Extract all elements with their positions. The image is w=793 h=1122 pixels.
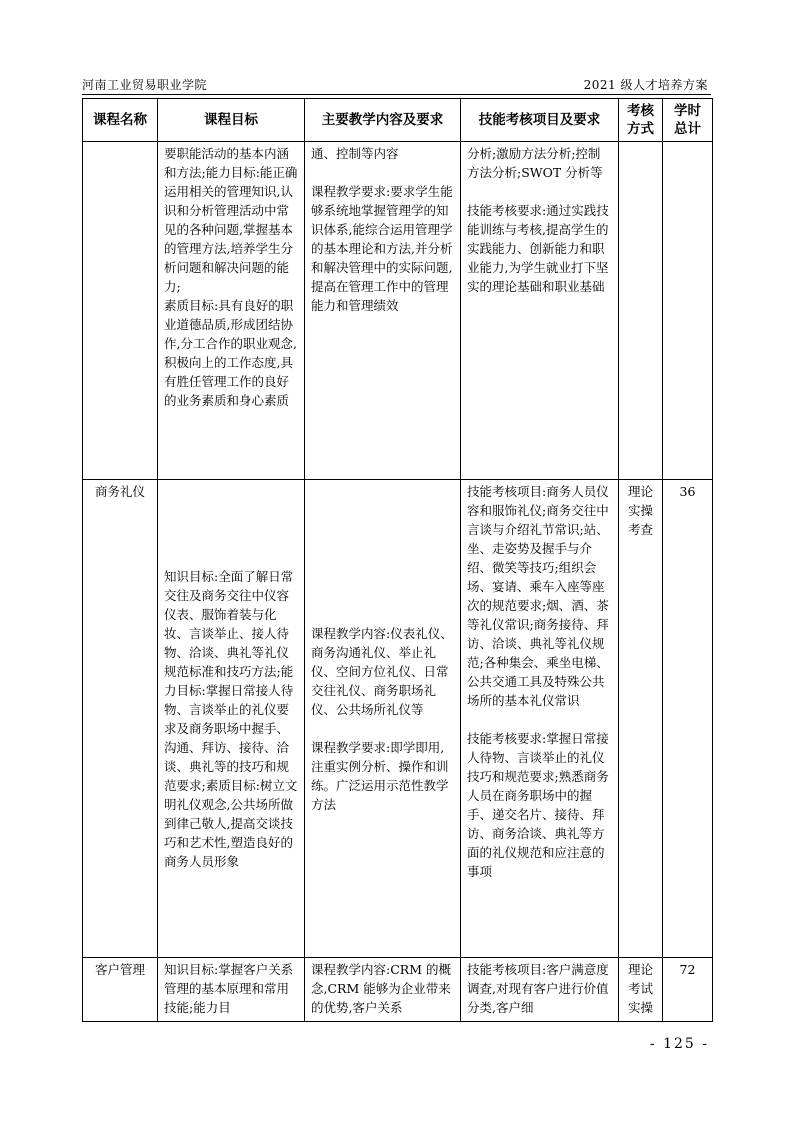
course-goals-cell: [158, 142, 305, 480]
teaching-content-cell: [305, 958, 461, 1022]
table-header-row: [83, 99, 713, 142]
assessment-method-cell: 理论考试实操: [619, 958, 663, 1022]
teaching-content-cell: [305, 480, 461, 958]
skill-requirements-text: 技能考核要求:通过实践技能训练与考核,提高学生的实践能力、创新能力和职业能力,为学生就业打下坚实的理论基础和职业基础: [467, 203, 609, 294]
skill-requirements-text: 技能考核要求:掌握日常接人待物、言谈举止的礼仪技巧和规范要求;熟悉商务人员在商务职场中的握手、递交名片、接待、拜访、商务洽谈、典礼等方面的礼仪规范和应注意的事项: [467, 731, 609, 879]
table-row: [83, 480, 713, 958]
course-goals-text: 要职能活动的基本内涵和方法;能力目标:能正确运用相关的管理知识,认识和分析管理活动中常见的各种问题,掌握基本的管理方法,培养学生分析问题和解决问题的能力; 素质目标:具有良好的职业道德品质,形成团结协作,分工合作的职业观念,积极向上的工作态度,具有胜任管理工作的良好的业务素质和身心素质: [164, 146, 298, 408]
header-institution: 河南工业贸易职业学院: [82, 78, 208, 92]
teaching-content-cell: [305, 142, 461, 480]
skill-assessment-cell: [461, 480, 619, 958]
col-header-course-goals: 课程目标: [158, 99, 305, 142]
total-hours-cell: 72: [663, 958, 713, 1022]
table-row: [83, 142, 713, 480]
page-number: - 125 -: [649, 1036, 709, 1052]
col-header-assessment-line: 方式: [627, 121, 654, 137]
curriculum-table: [82, 98, 713, 1022]
col-header-skill-assessment: 技能考核项目及要求: [461, 99, 619, 142]
total-hours-cell: [663, 142, 713, 480]
skill-items-text: 分析;激励方法分析;控制方法分析;SWOT 分析等: [467, 146, 603, 180]
col-header-hours-line: 总计: [674, 121, 701, 137]
skill-items-text: 技能考核项目:客户满意度调查,对现有客户进行价值分类,客户细: [467, 962, 609, 1015]
col-header-course-name: 课程名称: [83, 99, 158, 142]
skill-assessment-cell: [461, 958, 619, 1022]
col-header-assessment-method: [619, 99, 663, 142]
header-document-title: 2021 级人才培养方案: [583, 78, 708, 92]
course-name-cell: [83, 142, 158, 480]
col-header-assessment-line: 考核: [627, 103, 654, 119]
col-header-hours-line: 学时: [674, 103, 701, 119]
course-goals-cell: [158, 958, 305, 1022]
skill-assessment-cell: [461, 142, 619, 480]
course-goals-text: 知识目标:掌握客户关系管理的基本原理和常用技能;能力目: [164, 962, 294, 1015]
assessment-method-cell: [619, 142, 663, 480]
table-row: [83, 958, 713, 1022]
total-hours-cell: 36: [663, 480, 713, 958]
header-divider: [82, 94, 711, 95]
teaching-content-text: 课程教学内容:仪表礼仪、商务沟通礼仪、举止礼仪、空间方位礼仪、日常交往礼仪、商务职场礼仪、公共场所礼仪等: [311, 625, 453, 717]
col-header-teaching-content: 主要教学内容及要求: [305, 99, 461, 142]
course-name-cell: 客户管理: [83, 958, 158, 1022]
course-name-cell: 商务礼仪: [83, 480, 158, 958]
skill-items-text: 技能考核项目:商务人员仪容和服饰礼仪;商务交往中言谈与介绍礼节常识;站、坐、走姿势及握手与介绍、微笑等技巧;组织会场、宴请、乘车入座等座次的规范要求;烟、酒、茶等礼仪常识;商务接待、拜访、洽谈、典礼等礼仪规范;各种集会、乘坐电梯、公共交通工具及特殊公共场所的基本礼仪常识: [467, 484, 609, 708]
teaching-content-text: 通、控制等内容: [311, 146, 399, 161]
course-goals-cell: [158, 480, 305, 958]
assessment-method-cell: 理论实操考查: [619, 480, 663, 958]
col-header-total-hours: [663, 99, 713, 142]
course-goals-text: 知识目标:全面了解日常交往及商务交往中仪容仪表、服饰着装与化妆、言谈举止、接人待物、洽谈、典礼等礼仪规范标准和技巧方法;能力目标:掌握日常接人待物、言谈举止的礼仪要求及商务职场中握手、沟通、拜访、接待、洽谈、典礼等的技巧和规范要求;素质目标:树立文明礼仪观念,公共场所做到律己敬人,提高交谈技巧和艺术性,塑造良好的商务人员形象: [164, 568, 298, 869]
teaching-content-text: 课程教学内容:CRM 的概念,CRM 能够为企业带来的优势,客户关系: [311, 962, 451, 1015]
teaching-requirements-text: 课程教学要求:即学即用,注重实例分析、操作和训练。广泛运用示范性教学方法: [311, 739, 449, 812]
teaching-requirements-text: 课程教学要求:要求学生能够系统地掌握管理学的知识体系,能综合运用管理学的基本理论和方法,并分析和解决管理中的实际问题,提高在管理工作中的管理能力和管理绩效: [311, 184, 453, 313]
